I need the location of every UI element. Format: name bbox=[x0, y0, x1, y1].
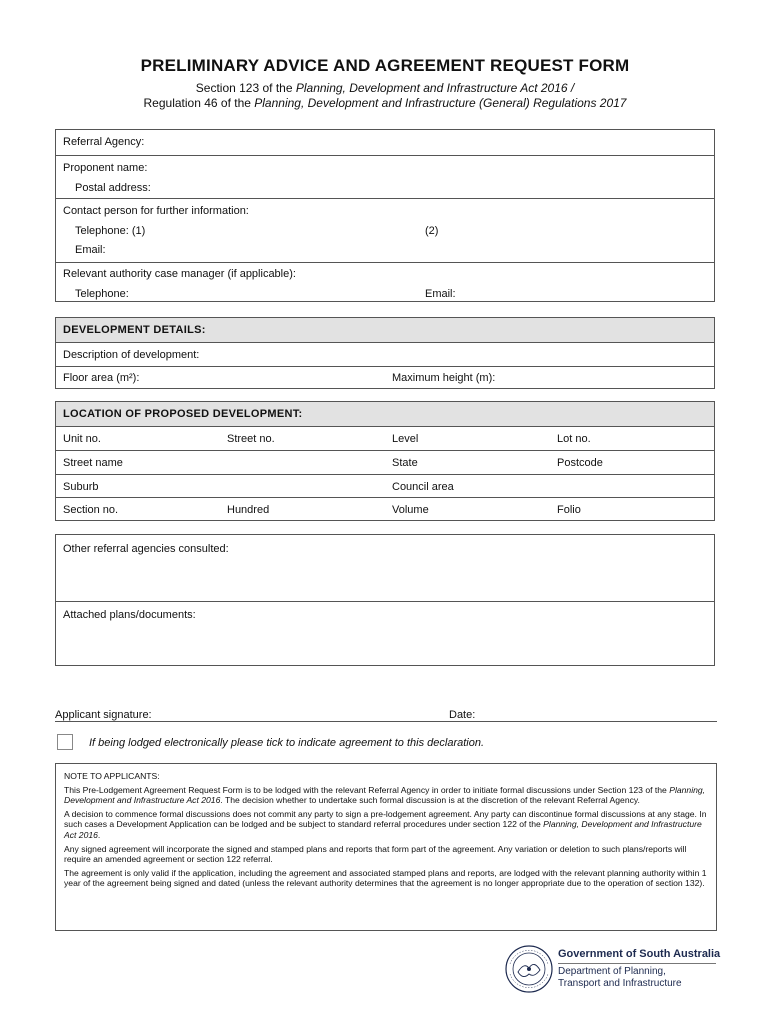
lot-no-label: Lot no. bbox=[557, 433, 591, 445]
note-text: . The decision whether to undertake such formal discussion is at the discretion of the relevant Referral Agency. bbox=[220, 795, 640, 806]
postal-address-label: Postal address: bbox=[75, 182, 151, 194]
floor-area-row[interactable] bbox=[56, 366, 714, 388]
case-manager-row[interactable] bbox=[56, 262, 714, 303]
attached-documents-row[interactable] bbox=[56, 601, 714, 665]
note-paragraph-2 bbox=[64, 809, 708, 841]
attached-documents-label: Attached plans/documents: bbox=[63, 609, 196, 621]
declaration-text: If being lodged electronically please tick to indicate agreement to this declaration. bbox=[89, 737, 485, 749]
contact-person-label: Contact person for further information: bbox=[63, 205, 249, 217]
location-row-2[interactable] bbox=[56, 450, 714, 474]
note-paragraph-4: The agreement is only valid if the application, including the agreement and associated stamped plans and reports, are lodged with the relevant planning authority within 1 year of the agreement being signed and dated (unless the relevant authority determines that the agreement is no longer appropriate due to the operation of section 132). bbox=[64, 867, 707, 889]
development-details-title: DEVELOPMENT DETAILS: bbox=[63, 324, 206, 336]
subtitle-text: Section 123 of the bbox=[195, 81, 296, 95]
volume-label: Volume bbox=[392, 504, 429, 516]
location-row-1[interactable] bbox=[56, 426, 714, 450]
note-text: . bbox=[97, 829, 101, 840]
council-area-label: Council area bbox=[392, 481, 454, 493]
description-label: Description of development: bbox=[63, 349, 200, 361]
street-no-label: Street no. bbox=[227, 433, 275, 445]
contact-section bbox=[55, 129, 715, 302]
section-no-label: Section no. bbox=[63, 504, 119, 516]
postcode-label: Postcode bbox=[557, 457, 603, 469]
proponent-name-label: Proponent name: bbox=[63, 162, 148, 174]
note-to-applicants bbox=[55, 763, 717, 931]
folio-label: Folio bbox=[557, 504, 581, 516]
declaration-checkbox[interactable] bbox=[57, 734, 73, 750]
referral-agency-label: Referral Agency: bbox=[63, 136, 145, 148]
subtitle-regulation-name: Planning, Development and Infrastructure (General) Regulations 2017 bbox=[254, 96, 627, 110]
location-header bbox=[56, 402, 714, 426]
subtitle-text: Regulation 46 of the bbox=[143, 96, 255, 110]
applicant-signature-label: Applicant signature: bbox=[55, 709, 152, 721]
level-label: Level bbox=[392, 433, 419, 445]
note-act-name: Planning, Development and Infrastructure Act 2016 bbox=[64, 784, 706, 806]
max-height-label: Maximum height (m): bbox=[392, 372, 496, 384]
street-name-label: Street name bbox=[63, 457, 123, 469]
location-row-4[interactable] bbox=[56, 497, 714, 520]
case-manager-email-label: Email: bbox=[425, 288, 456, 300]
state-label: State bbox=[392, 457, 418, 469]
footer-divider bbox=[558, 963, 716, 964]
other-agencies-label: Other referral agencies consulted: bbox=[63, 543, 229, 555]
case-manager-telephone-label: Telephone: bbox=[75, 288, 129, 300]
hundred-label: Hundred bbox=[227, 504, 270, 516]
date-label: Date: bbox=[449, 709, 476, 721]
other-agencies-row[interactable] bbox=[56, 535, 714, 601]
telephone-1-label: Telephone: (1) bbox=[75, 225, 146, 237]
form-subtitle-regulation bbox=[0, 96, 770, 110]
note-paragraph-1 bbox=[64, 785, 708, 806]
email-label: Email: bbox=[75, 244, 106, 256]
department-line-2: Transport and Infrastructure bbox=[558, 978, 682, 989]
government-name: Government of South Australia bbox=[558, 948, 721, 960]
suburb-label: Suburb bbox=[63, 481, 99, 493]
location-section bbox=[55, 401, 715, 521]
unit-no-label: Unit no. bbox=[63, 433, 101, 445]
note-text: A decision to commence formal discussions does not commit any party to sign a pre-lodgement agreement. Any party can discontinue formal discussions at any stage. In such cases a Development Application can be lodged and be subject to standard referral procedures under section 122 of the bbox=[64, 808, 707, 830]
department-name bbox=[558, 966, 682, 990]
note-act-name: Planning, Development and Infrastructure Act 2016 bbox=[64, 819, 702, 840]
subtitle-act-name: Planning, Development and Infrastructure Act 2016 / bbox=[295, 81, 575, 95]
note-heading: NOTE TO APPLICANTS: bbox=[64, 771, 160, 781]
contact-person-row[interactable] bbox=[56, 198, 714, 262]
description-row[interactable] bbox=[56, 342, 714, 366]
telephone-2-label: (2) bbox=[425, 225, 439, 237]
department-line-1: Department of Planning, bbox=[558, 966, 666, 977]
floor-area-label: Floor area (m²): bbox=[63, 372, 140, 384]
signature-line[interactable] bbox=[55, 721, 717, 722]
location-title: LOCATION OF PROPOSED DEVELOPMENT: bbox=[63, 408, 303, 420]
additional-info-section bbox=[55, 534, 715, 666]
form-subtitle-section bbox=[0, 81, 770, 95]
development-details-section bbox=[55, 317, 715, 389]
referral-agency-row[interactable] bbox=[56, 130, 714, 155]
development-details-header bbox=[56, 318, 714, 342]
note-paragraph-3: Any signed agreement will incorporate the signed and stamped plans and reports that form part of the agreement. Any variation or deletion to such plans/reports will require an amended agreement or section 122 referral. bbox=[64, 843, 687, 865]
form-title: PRELIMINARY ADVICE AND AGREEMENT REQUEST FORM bbox=[140, 56, 630, 75]
note-text: This Pre-Lodgement Agreement Request Form is to be lodged with the relevant Referral Agency in order to initiate formal discussions under Section 123 of the bbox=[64, 784, 670, 795]
location-row-3[interactable] bbox=[56, 474, 714, 497]
case-manager-label: Relevant authority case manager (if applicable): bbox=[63, 268, 296, 280]
south-australia-seal-icon bbox=[504, 944, 554, 994]
proponent-row[interactable] bbox=[56, 155, 714, 198]
